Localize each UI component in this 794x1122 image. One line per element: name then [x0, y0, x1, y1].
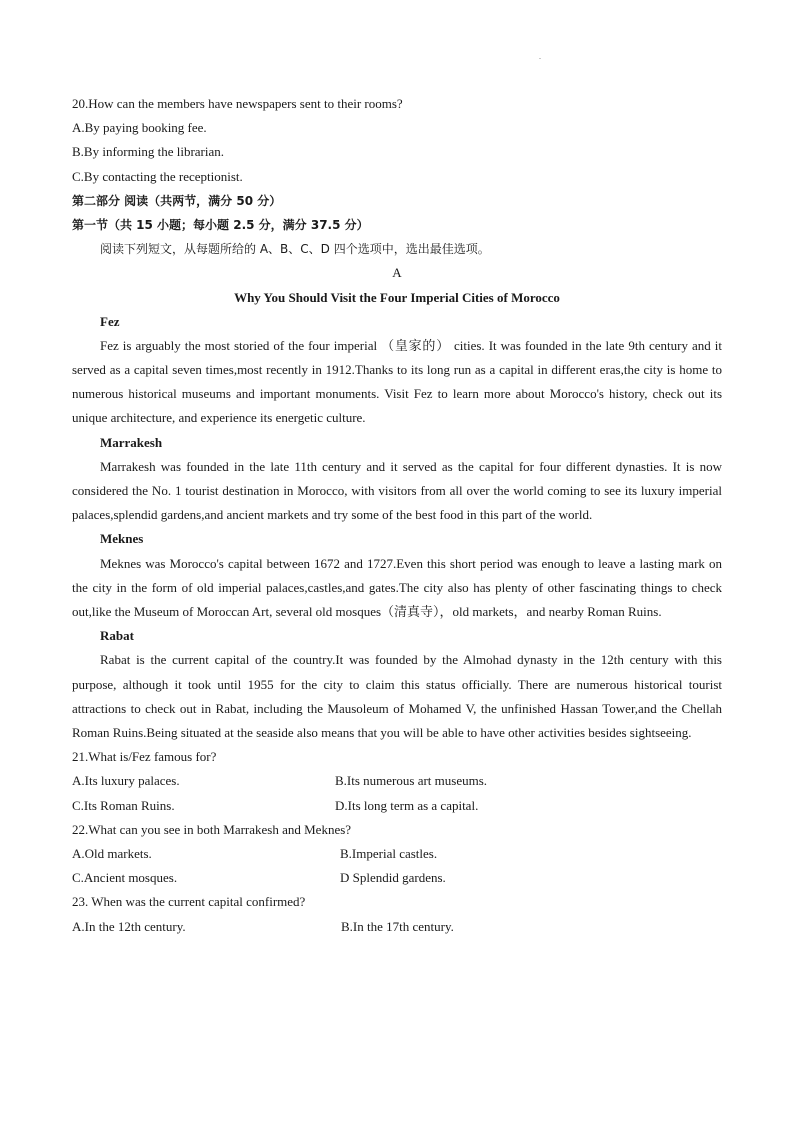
q21-option-c: C.Its Roman Ruins.: [72, 797, 175, 813]
q20-option-a: A.By paying booking fee.: [72, 120, 207, 136]
part-title: 第二部分 阅读（共两节，满分 50 分）: [72, 193, 282, 208]
q21-options-row-2: [72, 794, 722, 818]
passage-letter: A: [392, 265, 402, 281]
q22-option-c: C.Ancient mosques.: [72, 870, 178, 886]
city-text-fez: Fez is arguably the most storied of the four imperial （皇家的） cities. It was founded in the late 9th century and it served as a capital seven times,most recently in 1912.Thanks to its long run as a capital in different eras,the city is home to numerous historical museums and important monuments. Visit Fez to learn more about Morocco's history, check out its unique architecture, and experience its energetic culture.: [72, 337, 722, 426]
city-heading-meknes: Meknes: [100, 531, 144, 547]
q22-option-d: D Splendid gardens.: [340, 870, 446, 886]
top-mark: .: [539, 52, 541, 61]
q23-option-a: A.In the 12th century.: [72, 918, 186, 934]
q22-option-a: A.Old markets.: [72, 846, 152, 862]
q21-question: 21.What is/Fez famous for?: [72, 749, 217, 765]
q21-option-b: B.Its numerous art museums.: [335, 773, 488, 789]
city-text-meknes: Meknes was Morocco's capital between 1672 and 1727.Even this short period was enough to leave a lasting mark on the city in the form of old imperial palaces,castles,and gates.The city also has plenty of other fascinating things to check out,like the Museum of Moroccan Art, several old mosques（清真寺），old markets，and nearby Roman Ruins.: [72, 555, 722, 620]
q20-option-c: C.By contacting the receptionist.: [72, 168, 243, 184]
city-text-rabat: Rabat is the current capital of the country.It was founded by the Almohad dynasty in the 12th century with this purpose, although it took until 1955 for the city to claim this status officially. There are numerous historical tourist attractions to check out in Rabat, including the Mausoleum of Mohamed V, the unfinished Hassan Tower,and the Chellah Roman Ruins.Being situated at the seaside also means that you will be able to have other activities besides sightseeing.: [72, 652, 722, 741]
q21-options-row-1: [72, 769, 722, 793]
q23-options-row-1: [72, 915, 722, 939]
passage-title: Why You Should Visit the Four Imperial Cities of Morocco: [234, 289, 560, 305]
q22-question: 22.What can you see in both Marrakesh and Meknes?: [72, 821, 352, 837]
city-heading-marrakesh: Marrakesh: [100, 434, 163, 450]
city-heading-rabat: Rabat: [100, 628, 134, 644]
q23-option-b: B.In the 17th century.: [341, 918, 454, 934]
q22-options-row-2: [72, 866, 722, 890]
q22-option-b: B.Imperial castles.: [340, 846, 438, 862]
q20-question: 20.How can the members have newspapers sent to their rooms?: [72, 96, 403, 111]
q23-question: 23. When was the current capital confirmed?: [72, 894, 306, 910]
q21-option-a: A.Its luxury palaces.: [72, 773, 180, 789]
instructions: 阅读下列短文，从每题所给的 A、B、C、D 四个选项中，选出最佳选项。: [100, 242, 490, 257]
city-heading-fez: Fez: [100, 313, 120, 329]
city-text-marrakesh: Marrakesh was founded in the late 11th century and it served as the capital for four different dynasties. It is now considered the No. 1 tourist destination in Morocco, with visitors from all over the world coming to see its luxury imperial palaces,splendid gardens,and ancient markets and try some of the best food in this part of the world.: [72, 458, 722, 523]
q22-options-row-1: [72, 842, 722, 866]
q20-option-b: B.By informing the librarian.: [72, 144, 225, 160]
section-title: 第一节（共 15 小题；每小题 2.5 分，满分 37.5 分）: [72, 217, 369, 232]
page-content: [72, 92, 722, 939]
q21-option-d: D.Its long term as a capital.: [335, 797, 479, 813]
